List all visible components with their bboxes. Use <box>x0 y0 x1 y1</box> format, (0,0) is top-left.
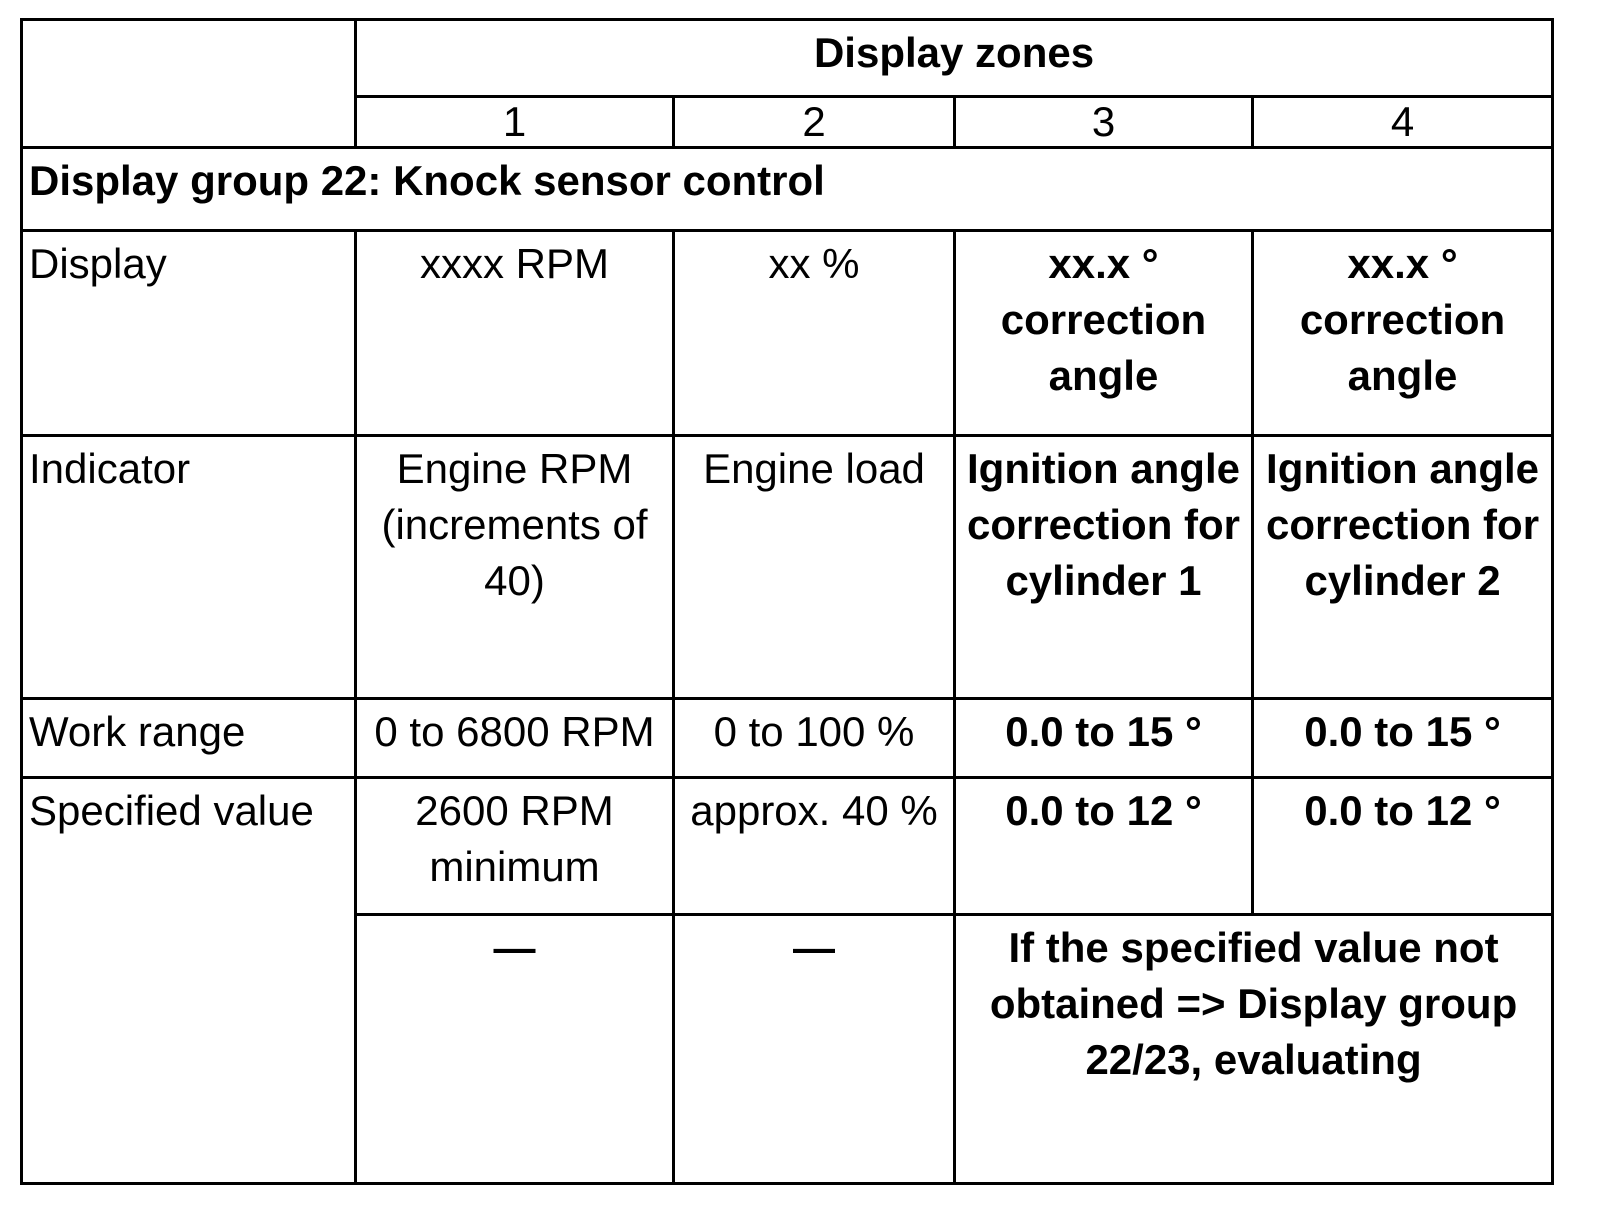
group-title-row <box>22 148 1553 231</box>
indicator-zone-1: Engine RPM (increments of 40) <box>356 436 674 699</box>
specified-value-zone-2: approx. 40 % <box>674 778 955 915</box>
work-range-label: Work range <box>22 699 356 778</box>
zone-3-header: 3 <box>955 97 1253 148</box>
display-row <box>22 231 1553 436</box>
display-zone-2: xx % <box>674 231 955 436</box>
indicator-label: Indicator <box>22 436 356 699</box>
note-zone-1: — <box>356 915 674 1184</box>
display-label: Display <box>22 231 356 436</box>
work-range-zone-3: 0.0 to 15 ° <box>955 699 1253 778</box>
specified-value-zone-1: 2600 RPM minimum <box>356 778 674 915</box>
indicator-zone-2: Engine load <box>674 436 955 699</box>
specified-value-label: Specified value <box>22 778 356 1184</box>
specified-value-row <box>22 778 1553 915</box>
display-zone-3: xx.x ° correction angle <box>955 231 1253 436</box>
specified-value-zone-4: 0.0 to 12 ° <box>1253 778 1553 915</box>
display-zone-4: xx.x ° correction angle <box>1253 231 1553 436</box>
indicator-zone-4: Ignition angle correction for cylinder 2 <box>1253 436 1553 699</box>
header-row <box>22 20 1553 97</box>
display-group-table <box>20 18 1554 1185</box>
note-zone-2: — <box>674 915 955 1184</box>
work-range-zone-1: 0 to 6800 RPM <box>356 699 674 778</box>
indicator-zone-3: Ignition angle correction for cylinder 1 <box>955 436 1253 699</box>
display-zones-header: Display zones <box>356 20 1553 97</box>
zone-4-header: 4 <box>1253 97 1553 148</box>
note-zones-3-4: If the specified value not obtained => Display group 22/23, evaluating <box>955 915 1553 1184</box>
display-zone-1: xxxx RPM <box>356 231 674 436</box>
work-range-zone-4: 0.0 to 15 ° <box>1253 699 1553 778</box>
indicator-row <box>22 436 1553 699</box>
specified-value-zone-3: 0.0 to 12 ° <box>955 778 1253 915</box>
display-group-title: Display group 22: Knock sensor control <box>22 148 1553 231</box>
work-range-zone-2: 0 to 100 % <box>674 699 955 778</box>
work-range-row <box>22 699 1553 778</box>
corner-cell <box>22 20 356 148</box>
zone-1-header: 1 <box>356 97 674 148</box>
zone-2-header: 2 <box>674 97 955 148</box>
